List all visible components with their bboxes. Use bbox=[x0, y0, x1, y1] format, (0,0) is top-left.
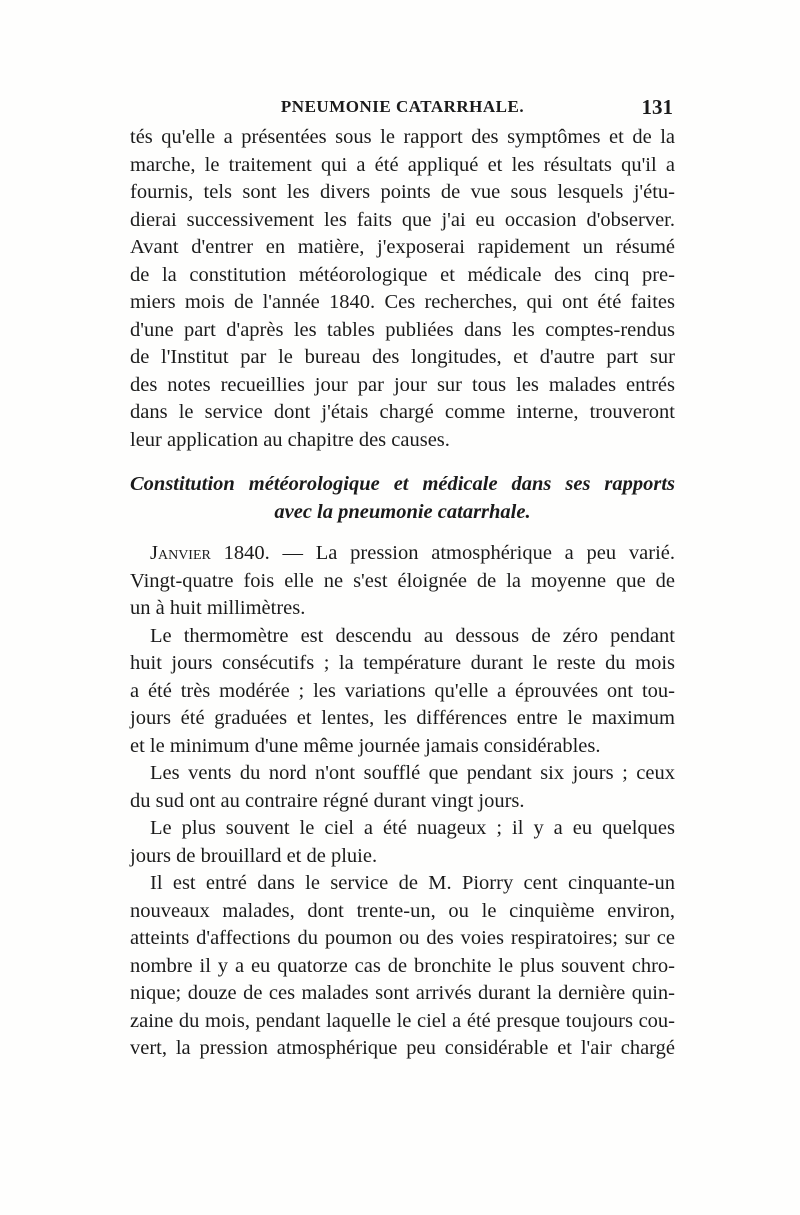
text-line: jours été graduées et lentes, les différences entre le maximum bbox=[130, 707, 675, 729]
text-line: Il est entré dans le service de M. Piorry cent cinquante-un bbox=[150, 872, 675, 894]
page-number: 131 bbox=[641, 95, 673, 119]
text-line: dans le service dont j'étais chargé comme interne, trouveront bbox=[130, 401, 675, 423]
text-line: Les vents du nord n'ont soufflé que pendant six jours ; ceux bbox=[150, 762, 675, 784]
text-line: Le thermomètre est descendu au dessous de zéro pendant bbox=[150, 624, 675, 647]
text-line: Vingt-quatre fois elle ne s'est éloignée de la moyenne que de bbox=[130, 569, 675, 592]
text-line: jours de brouillard et de pluie. bbox=[130, 844, 378, 867]
text-line: Le plus souvent le ciel a été nuageux ; il y a eu quelques bbox=[150, 817, 675, 839]
january-section bbox=[130, 540, 675, 1063]
text-line: tés qu'elle a présentées sous le rapport des symptômes et de la bbox=[130, 126, 675, 148]
text-line: huit jours consécutifs ; la température durant le reste du mois bbox=[130, 652, 675, 674]
text-line bbox=[130, 540, 675, 568]
text-line: a été très modérée ; les variations qu'elle a éprouvées ont tou- bbox=[130, 679, 675, 702]
paragraph bbox=[130, 623, 675, 761]
paragraph bbox=[130, 870, 675, 1063]
running-title: PNEUMONIE CATARRHALE. bbox=[280, 97, 525, 116]
text-line: leur application au chapitre des causes. bbox=[130, 428, 450, 451]
text-line: de l'Institut par le bureau des longitudes, et d'autre part sur bbox=[130, 346, 675, 368]
paragraph bbox=[130, 815, 675, 870]
text-line: du sud ont au contraire régné durant vingt jours. bbox=[130, 789, 525, 812]
text-line: de la constitution météorologique et médicale des cinq pre- bbox=[130, 263, 675, 286]
text-line: dierai successivement les faits que j'ai eu occasion d'observer. bbox=[130, 208, 675, 231]
paragraph bbox=[130, 760, 675, 815]
text-line: miers mois de l'année 1840. Ces recherches, qui ont été faites bbox=[130, 291, 675, 313]
text-line: Avant d'entrer en matière, j'exposerai rapidement un résumé bbox=[130, 236, 675, 258]
text-line: fournis, tels sont les divers points de vue sous lesquels j'étu- bbox=[130, 181, 675, 203]
text-line: nouveaux malades, dont trente-un, ou le cinquième environ, bbox=[130, 899, 675, 922]
section-heading-line: Constitution météorologique et médicale dans ses rapports bbox=[130, 473, 675, 495]
text-run: 1840. — La pression atmosphérique a peu varié. bbox=[210, 542, 675, 564]
text-line: vert, la pression atmosphérique peu considérable et l'air chargé bbox=[130, 1037, 675, 1059]
section-heading bbox=[130, 470, 675, 526]
text-line: d'une part d'après les tables publiées dans les comptes-rendus bbox=[130, 318, 675, 341]
paragraph bbox=[130, 540, 675, 623]
text-line: nombre il y a eu quatorze cas de bronchite le plus souvent chro- bbox=[130, 954, 675, 977]
section-heading-line: avec la pneumonie catarrhale. bbox=[274, 501, 531, 523]
intro-paragraph bbox=[130, 124, 675, 454]
month-label: Janvier bbox=[150, 542, 211, 564]
text-line: nique; douze de ces malades sont arrivés durant la dernière quin- bbox=[130, 982, 675, 1004]
text-line: et le minimum d'une même journée jamais considérables. bbox=[130, 734, 601, 757]
text-line: des notes recueillies jour par jour sur tous les malades entrés bbox=[130, 373, 675, 396]
text-line: atteints d'affections du poumon ou des voies respiratoires; sur ce bbox=[130, 927, 675, 949]
text-line: zaine du mois, pendant laquelle le ciel a été presque toujours cou- bbox=[130, 1009, 675, 1032]
page-header bbox=[130, 97, 675, 123]
text-line: un à huit millimètres. bbox=[130, 597, 306, 619]
text-line: marche, le traitement qui a été appliqué et les résultats qu'il a bbox=[130, 153, 675, 176]
paragraph bbox=[130, 124, 675, 454]
